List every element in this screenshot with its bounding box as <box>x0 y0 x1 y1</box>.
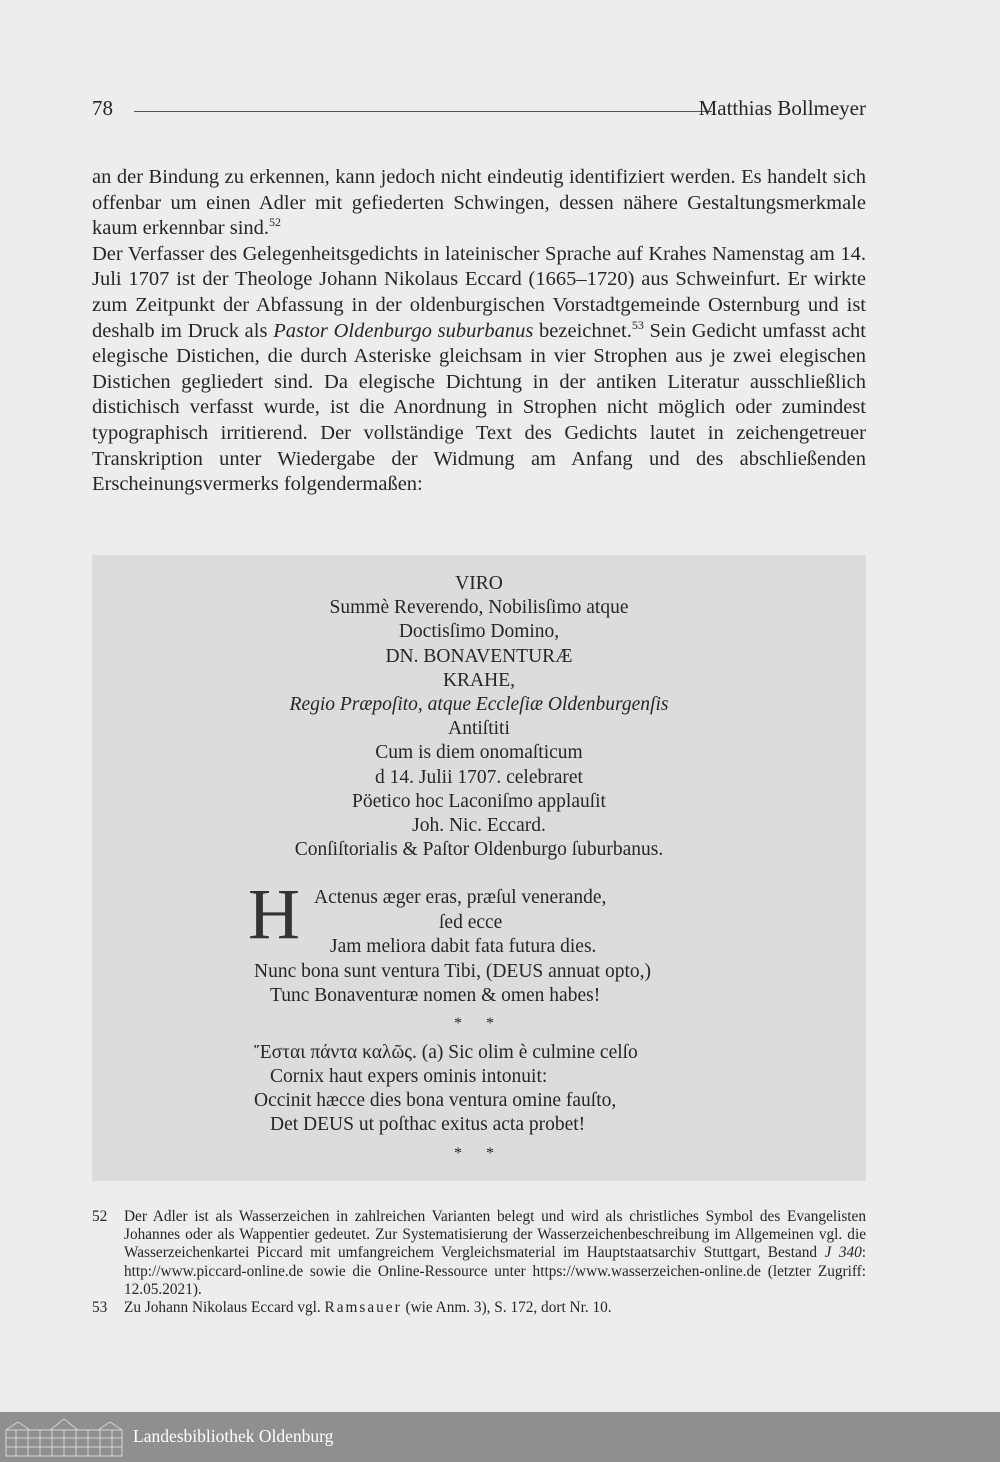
body-text <box>92 165 866 498</box>
footnote-number: 53 <box>92 1299 108 1317</box>
footnote-ref-52[interactable]: 52 <box>269 215 282 230</box>
verse-line: Occinit hæcce dies bona ventura omine fauſto, <box>254 1090 617 1111</box>
drop-cap-initial: H <box>248 874 300 954</box>
dedication-line: Pöetico hoc Laconiſmo applauſit <box>352 790 606 812</box>
verse-line: ſed ecce <box>439 912 503 933</box>
dedication-line: Regio Præpoſito, atque Eccleſiæ Oldenburgenſis <box>289 694 669 716</box>
asterisk-separator: * * <box>454 1145 504 1162</box>
footnote-ref-53[interactable]: 53 <box>631 317 644 332</box>
footnotes <box>92 1208 866 1317</box>
italic-latin-title: Pastor Oldenburgo suburbanus <box>273 319 534 342</box>
verse-line: Nunc bona sunt ventura Tibi, (DEUS annuat opto,) <box>254 961 652 982</box>
paragraph-1: an der Bindung zu erkennen, kann jedoch nicht eindeutig identifiziert werden. Es handelt sich offenbar um einen Adler mit gefiederten Schwingen, dessen nähere Gestaltungsmerkmale kaum erkennbar sind.$^{52}$ <box>92 166 866 240</box>
footnote-53: 53 Zu Johann Nikolaus Eccard vgl. Ramsauer (wie Anm. 3), S. 172, dort Nr. 10. <box>92 1299 612 1317</box>
page-header <box>92 96 866 126</box>
verse-line: Tunc Bonaventuræ nomen & omen habes! <box>270 985 601 1006</box>
verse-line: Cornix haut expers ominis intonuit: <box>270 1066 548 1087</box>
asterisk-separator: * * <box>454 1015 504 1032</box>
verse-line: Ἔσται πάντα καλῶς. (a) Sic olim è culmine celſo <box>254 1042 638 1063</box>
dedication-line: Summè Reverendo, Nobilisſimo atque <box>329 597 629 619</box>
verse-line: Jam meliora dabit fata futura dies. <box>330 936 597 957</box>
dedication-line: Conſiſtorialis & Paſtor Oldenburgo ſuburbanus. <box>294 839 664 861</box>
header-rule <box>134 111 712 112</box>
footnote-52: 52 Der Adler ist als Wasserzeichen in zahlreichen Varianten belegt und wird als christliches Symbol des Evangelisten Johannes oder als Wappentier gedeutet. Zur Systematisierung der Wasserzeichenbeschreibung im Allgemeinen vgl. die Wasserzeichenkartei Piccard mit umfangreichem Vergleichsmaterial im Hauptstaatsarchiv Stuttgart, Bestand J 340: http://www.piccard-online.de sowie die Online-Ressource unter https://www.wasserzeichen-online.de (letzter Zugriff: 12.05.2021). <box>92 1208 867 1298</box>
dedication-line: d 14. Julii 1707. celebraret <box>375 766 583 788</box>
dedication-line: Doctisſimo Domino, <box>398 621 560 643</box>
dedication-line: KRAHE, <box>442 669 516 691</box>
running-head: Matthias Bollmeyer <box>698 96 866 120</box>
library-name: Landesbibliothek Oldenburg <box>133 1426 334 1446</box>
verse-line: Det DEUS ut poſthac exitus acta probet! <box>270 1114 586 1135</box>
library-building-icon <box>4 1416 124 1458</box>
dedication <box>92 572 866 862</box>
verse-line: Actenus æger eras, præſul venerande, <box>314 887 607 908</box>
paragraph-2: Der Verfasser des Gelegenheitsgedichts in lateinischer Sprache auf Krahes Namenstag am 14. Juli 1707 ist der Theologe Johann Nikolaus Eccard (1665–1720) aus Schweinfurt. Er wirkte zum Zeitpunkt der Abfassung in der oldenburgischen Vorstadtgemeinde Osternburg und ist deshalb im Druck als Pastor Oldenburgo suburbanus bezeichnet.$^{53}$ Sein Gedicht umfasst acht elegische Distichen, die durch Asteriske gleichsam in vier Strophen aus je zwei elegischen Distichen gegliedert sind. Da elegische Dichtung in der antiken Literatur ausschließlich distichisch verfasst wurde, ist die Anordnung in Strophen nicht möglich oder zumindest typographisch irritierend. Der vollständige Text des Gedichts lautet in zeichengetreuer Transkription unter Wiedergabe der Widmung am Anfang und des abschließenden Erscheinungsvermerks folgendermaßen: <box>92 242 866 496</box>
poem-box <box>92 555 866 1181</box>
dedication-line: Antiſtiti <box>448 718 510 740</box>
dedication-line: DN. BONAVENTURÆ <box>385 645 573 667</box>
dedication-line: Joh. Nic. Eccard. <box>412 815 546 837</box>
dedication-line: VIRO <box>455 573 503 594</box>
page-number: 78 <box>92 96 113 120</box>
dedication-line: Cum is diem onomaſticum <box>375 742 583 764</box>
footnote-number: 52 <box>92 1208 108 1225</box>
library-footer-bar <box>0 1412 1000 1462</box>
